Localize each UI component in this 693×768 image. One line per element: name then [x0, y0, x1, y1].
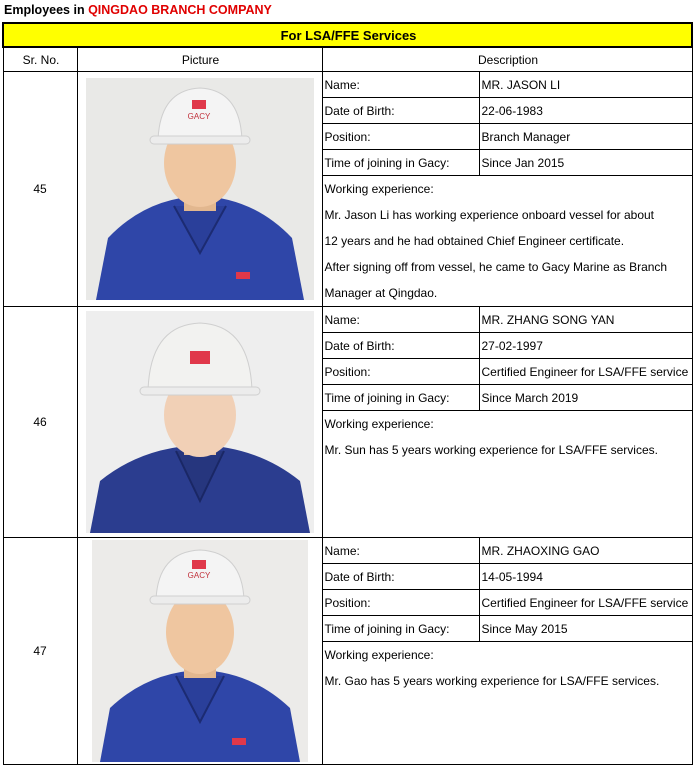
- value-dob: 14-05-1994: [479, 564, 692, 590]
- experience-cell: [322, 411, 692, 538]
- label-name: Name:: [322, 72, 479, 98]
- label-dob: Date of Birth:: [322, 98, 479, 124]
- employee-photo: [92, 540, 308, 762]
- experience-line: Mr. Sun has 5 years working experience for LSA/FFE services.: [324, 443, 658, 457]
- value-position: Branch Manager: [479, 124, 692, 150]
- column-header-picture: Picture: [77, 47, 322, 72]
- experience-label: Working experience:: [324, 182, 434, 196]
- label-position: Position:: [322, 359, 479, 385]
- table-row: [3, 72, 692, 98]
- experience-line: Manager at Qingdao.: [324, 286, 438, 300]
- experience-cell: [322, 176, 692, 307]
- experience-label: Working experience:: [324, 417, 434, 431]
- sr-no-cell: 47: [3, 538, 77, 765]
- company-name: QINGDAO BRANCH COMPANY: [88, 3, 272, 17]
- value-dob: 27-02-1997: [479, 333, 692, 359]
- label-dob: Date of Birth:: [322, 333, 479, 359]
- label-joining: Time of joining in Gacy:: [322, 385, 479, 411]
- experience-cell: [322, 642, 692, 765]
- title-prefix: Employees in: [4, 3, 85, 17]
- value-position: Certified Engineer for LSA/FFE service: [479, 359, 692, 385]
- value-dob: 22-06-1983: [479, 98, 692, 124]
- value-joining: Since March 2019: [479, 385, 692, 411]
- label-dob: Date of Birth:: [322, 564, 479, 590]
- experience-line: 12 years and he had obtained Chief Engineer certificate.: [324, 234, 625, 248]
- label-joining: Time of joining in Gacy:: [322, 616, 479, 642]
- label-name: Name:: [322, 307, 479, 333]
- value-position: Certified Engineer for LSA/FFE service: [479, 590, 692, 616]
- experience-line: After signing off from vessel, he came to Gacy Marine as Branch: [324, 260, 668, 274]
- label-position: Position:: [322, 590, 479, 616]
- table-row: [3, 307, 692, 333]
- helmet-logo-text: GACY: [187, 112, 210, 121]
- value-name: MR. JASON LI: [479, 72, 692, 98]
- sr-no-cell: 46: [3, 307, 77, 538]
- value-name: MR. ZHAOXING GAO: [479, 538, 692, 564]
- page-title: [4, 3, 272, 17]
- column-header-sr-no: Sr. No.: [3, 47, 77, 72]
- section-banner: For LSA/FFE Services: [3, 23, 692, 47]
- label-name: Name:: [322, 538, 479, 564]
- picture-cell: [77, 72, 322, 307]
- experience-line: Mr. Jason Li has working experience onboard vessel for about: [324, 208, 655, 222]
- sr-no-cell: 45: [3, 72, 77, 307]
- value-joining: Since May 2015: [479, 616, 692, 642]
- value-joining: Since Jan 2015: [479, 150, 692, 176]
- label-joining: Time of joining in Gacy:: [322, 150, 479, 176]
- table-header-row: [3, 47, 692, 72]
- employee-photo: [86, 311, 314, 533]
- employee-table: [2, 22, 693, 765]
- helmet-logo-text: GACY: [187, 571, 210, 580]
- column-header-description: Description: [322, 47, 692, 72]
- experience-label: Working experience:: [324, 648, 434, 662]
- picture-cell: [77, 307, 322, 538]
- value-name: MR. ZHANG SONG YAN: [479, 307, 692, 333]
- picture-cell: [77, 538, 322, 765]
- label-position: Position:: [322, 124, 479, 150]
- experience-line: Mr. Gao has 5 years working experience for LSA/FFE services.: [324, 674, 660, 688]
- table-row: [3, 538, 692, 564]
- employee-photo: [86, 78, 314, 300]
